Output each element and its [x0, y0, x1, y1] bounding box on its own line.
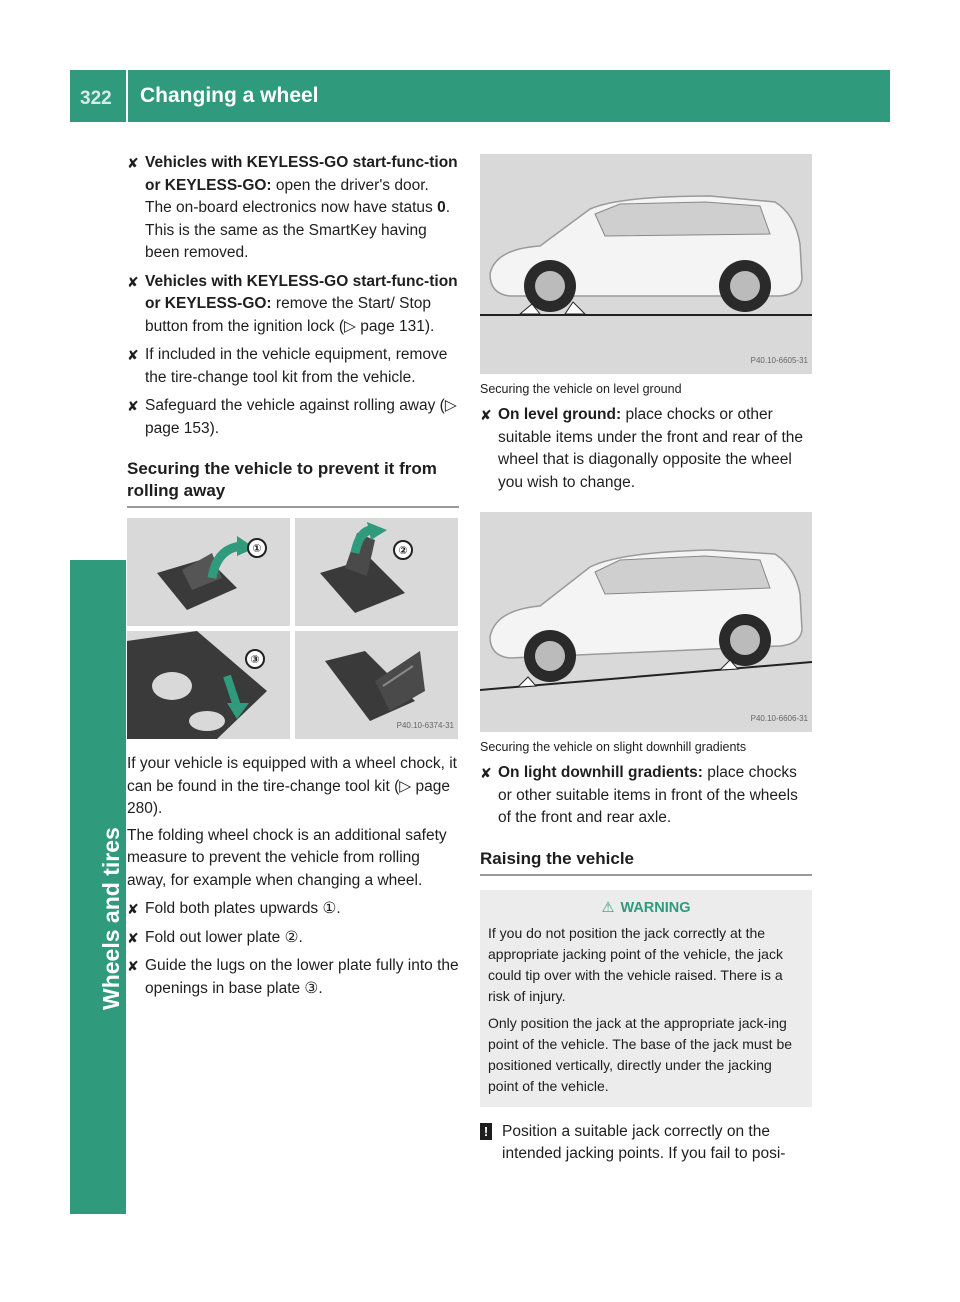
step-bold-text: Vehicles with KEYLESS-GO start-func-tion or KEYLESS-GO:	[145, 272, 458, 312]
car-downhill-figure	[480, 512, 812, 732]
warning-text: If you do not position the jack correctly at the appropriate jacking point of the vehicle, the jack could tip over with the vehicle raised. There is a risk of injury.	[488, 924, 783, 1004]
page-title: Changing a wheel	[140, 84, 319, 107]
step-item	[127, 344, 459, 389]
step-item	[127, 152, 459, 265]
step-text: remove the Start/ Stop button from the ignition lock (▷ page 131).	[145, 295, 435, 335]
warning-heading	[488, 898, 804, 919]
step-item	[127, 395, 459, 440]
warning-triangle-icon: ⚠	[601, 899, 615, 916]
header-divider	[126, 70, 128, 122]
step-item	[127, 271, 459, 339]
callout-2: ②	[398, 545, 408, 557]
wheel-chock-figure	[127, 518, 459, 739]
section-tab-label: Wheels and tires	[98, 827, 124, 1010]
x-mark-icon: ✘	[127, 273, 139, 290]
x-mark-icon: ✘	[127, 398, 139, 414]
x-mark-icon: ✘	[480, 765, 492, 781]
x-mark-icon: ✘	[127, 958, 139, 974]
chock-panel-2	[295, 518, 458, 626]
figure-caption: Securing the vehicle on level ground	[480, 382, 682, 396]
callout-1: ①	[252, 543, 262, 555]
step-text: place chocks or other suitable items in front of the wheels of the front and rear axle.	[498, 764, 798, 826]
figure-code: P40.10-6374-31	[396, 720, 454, 730]
right-column	[480, 152, 812, 1166]
x-mark-icon: ✘	[127, 155, 139, 171]
step-note-tail: . This is the same as the SmartKey having been removed.	[145, 199, 451, 261]
figure-code: P40.10-6605-31	[750, 355, 808, 365]
x-mark-icon: ✘	[480, 407, 492, 423]
exclamation-icon: !	[480, 1123, 492, 1140]
car-level-figure	[480, 154, 812, 374]
paragraph: If your vehicle is equipped with a wheel chock, it can be found in the tire-change tool kit (▷ page 280).	[127, 755, 457, 817]
step-item	[127, 898, 459, 921]
step-text: place chocks or other suitable items under the front and rear of the wheel that is diagonally opposite the wheel you wish to change.	[498, 406, 804, 491]
step-note: The on-board electronics now have status	[145, 199, 438, 216]
paragraph: The folding wheel chock is an additional safety measure to prevent the vehicle from rolling away, for example when changing a wheel.	[127, 826, 447, 889]
notice-text: Position a suitable jack correctly on the intended jacking points. If you fail to posi-	[502, 1122, 786, 1162]
step-text: open the driver's door.	[271, 176, 429, 194]
notice-item	[480, 1121, 812, 1166]
step-text: Guide the lugs on the lower plate fully into the openings in base plate ③.	[145, 957, 459, 997]
step-text: If included in the vehicle equipment, remove the tire-change tool kit from the vehicle.	[145, 346, 448, 386]
page-number: 322	[80, 88, 112, 109]
step-item	[127, 955, 459, 1000]
step-bold-text: On light downhill gradients:	[498, 764, 703, 781]
warning-title: WARNING	[620, 899, 691, 916]
step-text: Safeguard the vehicle against rolling away (▷ page 153).	[145, 397, 457, 437]
chock-panel-4	[295, 631, 458, 739]
chock-panel-1	[127, 518, 290, 626]
step-item	[480, 762, 812, 830]
left-column	[127, 152, 459, 1006]
step-bold-text: Vehicles with KEYLESS-GO start-func-tion or KEYLESS-GO:	[145, 154, 458, 194]
x-mark-icon: ✘	[127, 347, 139, 363]
step-note-bold: 0	[437, 199, 446, 216]
section-heading: Raising the vehicle	[480, 848, 812, 876]
section-tab-marker	[70, 1158, 126, 1214]
step-item	[480, 404, 812, 494]
step-item	[127, 927, 459, 950]
step-text: Fold both plates upwards ①.	[145, 900, 341, 917]
x-mark-icon: ✘	[127, 901, 139, 917]
callout-3: ③	[250, 654, 260, 666]
figure-code: P40.10-6606-31	[750, 713, 808, 723]
chock-panel-3	[127, 631, 290, 739]
step-text: Fold out lower plate ②.	[145, 928, 303, 946]
x-mark-icon: ✘	[127, 929, 139, 946]
figure-caption: Securing the vehicle on slight downhill gradients	[480, 740, 747, 754]
step-bold-text: On level ground:	[498, 406, 622, 423]
warning-text: Only position the jack at the appropriate jack-ing point of the vehicle. The base of the jack must be positioned vertically, directly under the jacking point of the vehicle.	[488, 1014, 793, 1094]
section-heading: Securing the vehicle to prevent it from rolling away	[127, 458, 459, 508]
warning-box	[480, 890, 812, 1107]
